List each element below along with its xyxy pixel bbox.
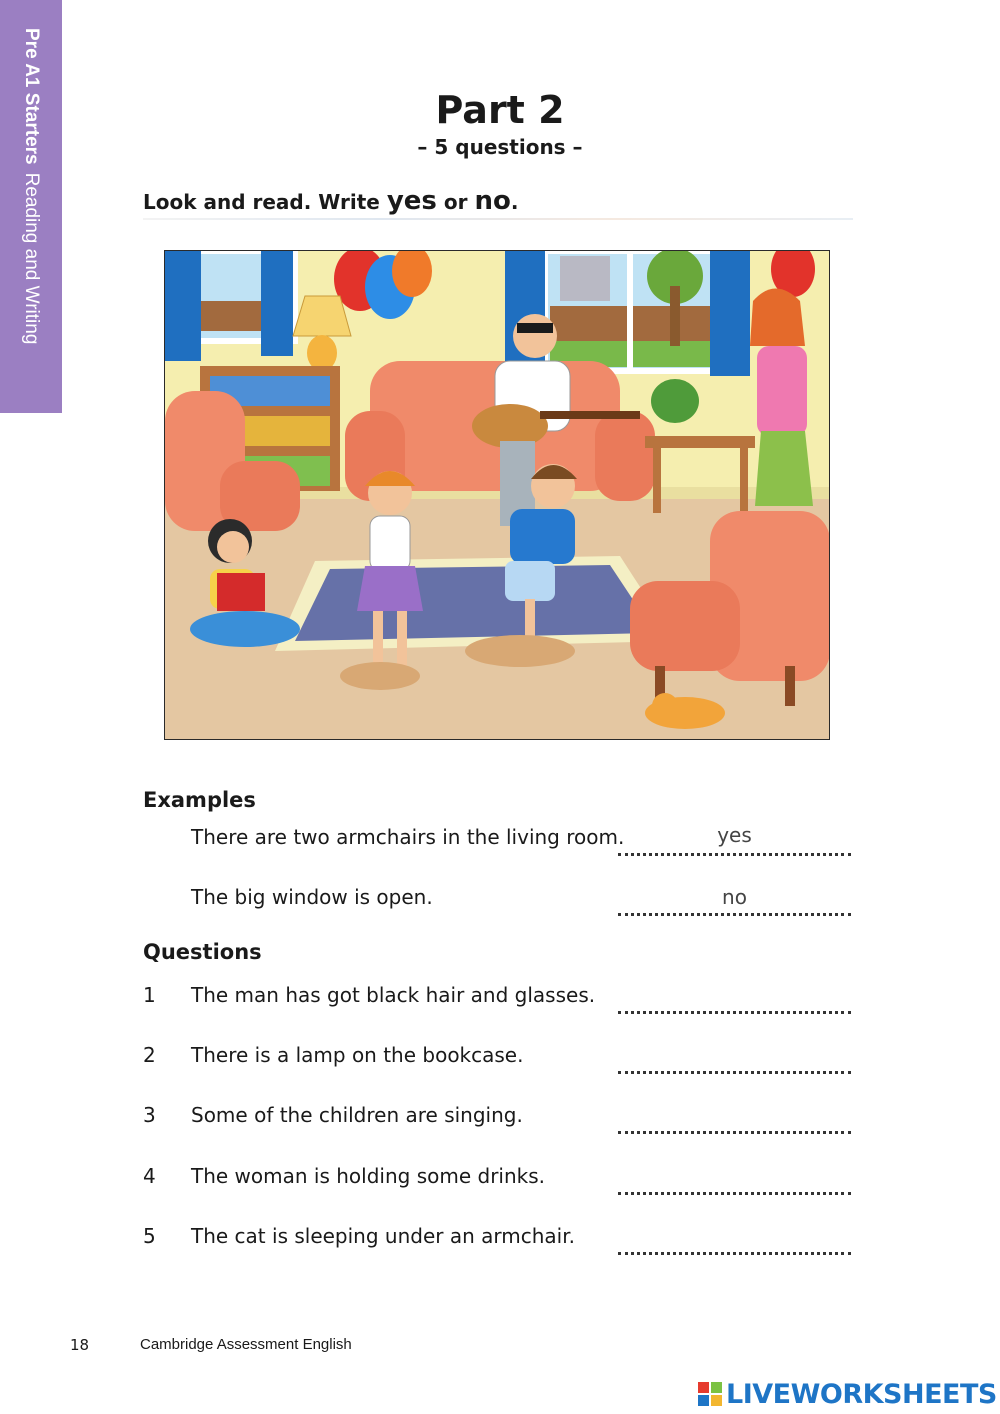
question-row: [143, 1224, 853, 1264]
page-title: Part 2: [435, 88, 565, 132]
answer-line: [618, 831, 851, 856]
answer-line[interactable]: [618, 1049, 851, 1074]
page-number: 18: [70, 1336, 90, 1354]
side-tab: [0, 0, 62, 413]
question-number: 4: [143, 1164, 156, 1188]
example-text: There are two armchairs in the living room.: [191, 825, 625, 849]
instruction-end: .: [510, 190, 519, 214]
publisher-name: Cambridge Assessment English: [140, 1336, 352, 1353]
example-row: [143, 825, 853, 865]
question-text: There is a lamp on the bookcase.: [191, 1043, 524, 1067]
examples-heading: Examples: [143, 788, 256, 812]
answer-line[interactable]: [618, 989, 851, 1014]
question-number: 5: [143, 1224, 156, 1248]
question-row: [143, 983, 853, 1023]
instruction-or: or: [443, 190, 468, 214]
example-row: [143, 885, 853, 925]
question-number: 3: [143, 1103, 156, 1127]
question-row: [143, 1164, 853, 1204]
question-row: [143, 1103, 853, 1143]
question-number: 1: [143, 983, 156, 1007]
page-subtitle: – 5 questions –: [417, 135, 583, 159]
questions-heading: Questions: [143, 940, 262, 964]
question-number: 2: [143, 1043, 156, 1067]
question-text: The man has got black hair and glasses.: [191, 983, 596, 1007]
instruction-text: Look and read. Write: [143, 190, 380, 214]
instruction: [143, 186, 518, 216]
question-text: Some of the children are singing.: [191, 1103, 523, 1127]
answer-line[interactable]: [618, 1109, 851, 1134]
brand-name: LIVEWORKSHEETS: [726, 1378, 997, 1410]
answer-line: [618, 891, 851, 916]
example-answer: no: [722, 885, 747, 909]
section-label: Reading and Writing: [21, 172, 42, 345]
example-answer: yes: [717, 823, 752, 847]
brand-grid-icon: [698, 1382, 722, 1406]
answer-line[interactable]: [618, 1230, 851, 1255]
answer-line[interactable]: [618, 1170, 851, 1195]
question-row: [143, 1043, 853, 1083]
example-text: The big window is open.: [191, 885, 433, 909]
instruction-no: no: [474, 186, 511, 216]
level-label: Pre A1 Starters: [21, 28, 42, 165]
question-text: The cat is sleeping under an armchair.: [191, 1224, 575, 1248]
liveworksheets-logo: [698, 1374, 997, 1414]
instruction-yes: yes: [386, 186, 437, 216]
divider: [143, 218, 853, 220]
side-tab-text: [20, 28, 42, 344]
question-text: The woman is holding some drinks.: [191, 1164, 546, 1188]
living-room-illustration: [164, 250, 830, 740]
